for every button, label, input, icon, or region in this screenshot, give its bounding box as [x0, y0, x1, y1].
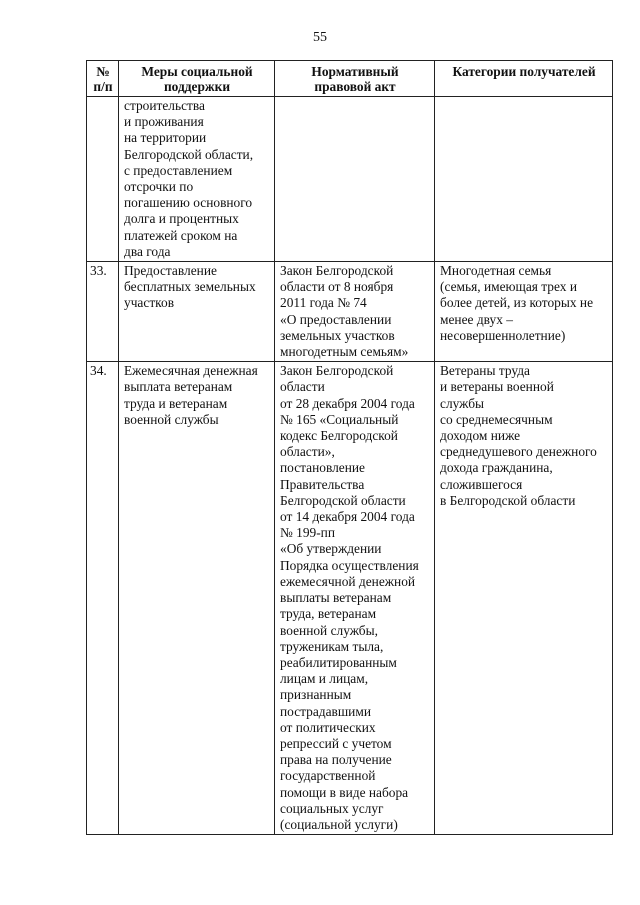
table-row [87, 362, 613, 835]
legal-act: Закон Белгородской области от 8 ноября 2011 года № 74 «О предоставлении земельных участков многодетным семьям» [275, 262, 435, 362]
recipient-category: Многодетная семья (семья, имеющая трех и более детей, из которых не менее двух – несовершеннолетние) [435, 262, 613, 362]
support-measure: Предоставление бесплатных земельных участков [119, 262, 275, 362]
table-row [87, 97, 613, 262]
table-row [87, 262, 613, 362]
support-measure: Ежемесячная денежная выплата ветеранам труда и ветеранам военной службы [119, 362, 275, 835]
header-recipient-categories: Категории получателей [435, 61, 613, 97]
recipient-category [435, 97, 613, 262]
row-number: 33. [87, 262, 119, 362]
row-number: 34. [87, 362, 119, 835]
header-number: № п/п [87, 61, 119, 97]
page-number: 55 [313, 30, 327, 45]
header-legal-act: Нормативный правовой акт [275, 61, 435, 97]
header-support-measures: Меры социальной поддержки [119, 61, 275, 97]
table-header-row [87, 61, 613, 97]
recipient-category: Ветераны труда и ветераны военной службы со среднемесячным доходом ниже среднедушевого денежного дохода гражданина, сложившегося в Белгородской области [435, 362, 613, 835]
row-number [87, 97, 119, 262]
legal-act [275, 97, 435, 262]
social-support-table [86, 60, 613, 835]
support-measure: строительства и проживания на территории Белгородской области, с предоставлением отсрочки по погашению основного долга и процентных платежей сроком на два года [119, 97, 275, 262]
legal-act: Закон Белгородской области от 28 декабря 2004 года № 165 «Социальный кодекс Белгородской области», постановление Правительства Белгородской области от 14 декабря 2004 года № 199-пп «Об утверждении Порядка осуществления ежемесячной денежной выплаты ветеранам труда, ветеранам военной службы, труженикам тыла, реабилитированным лицам и лицам, признанным пострадавшими от политических репрессий с учетом права на получение государственной помощи в виде набора социальных услуг (социальной услуги) [275, 362, 435, 835]
